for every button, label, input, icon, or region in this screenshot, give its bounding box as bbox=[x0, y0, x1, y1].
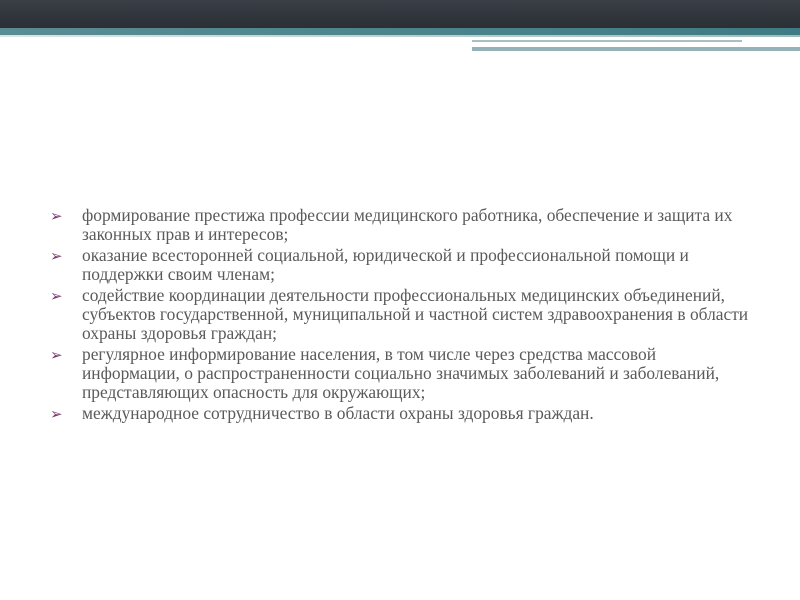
list-item-text: формирование престижа профессии медицинского работника, обеспечение и защита их законных прав и интересов; bbox=[82, 205, 733, 244]
list-item bbox=[50, 404, 750, 423]
decorative-line-lower bbox=[472, 47, 800, 51]
arrow-bullet-icon: ➢ bbox=[50, 405, 63, 423]
list-item-text: содействие координации деятельности профессиональных медицинских объединений, субъектов государственной, муниципальной и частной систем здравоохранения в области охраны здоровья граждан; bbox=[82, 285, 749, 343]
list-item bbox=[50, 286, 750, 343]
list-item-text: оказание всесторонней социальной, юридической и профессиональной помощи и поддержки своим членам; bbox=[82, 245, 689, 284]
list-item-text: регулярное информирование населения, в том числе через средства массовой информации, о распространенности социально значимых заболеваний и заболеваний, представляющих опасность для окружающих; bbox=[82, 344, 720, 402]
arrow-bullet-icon: ➢ bbox=[50, 207, 63, 225]
list-item bbox=[50, 206, 750, 244]
slide-shadow-line bbox=[0, 35, 800, 37]
bullet-list bbox=[50, 206, 750, 425]
list-item-text: международное сотрудничество в области охраны здоровья граждан. bbox=[82, 403, 594, 423]
list-item bbox=[50, 246, 750, 284]
arrow-bullet-icon: ➢ bbox=[50, 287, 63, 305]
list-item bbox=[50, 345, 750, 402]
arrow-bullet-icon: ➢ bbox=[50, 346, 63, 364]
arrow-bullet-icon: ➢ bbox=[50, 247, 63, 265]
decorative-line-upper bbox=[472, 40, 742, 42]
slide-header-band bbox=[0, 0, 800, 28]
slide-accent-strip bbox=[0, 28, 800, 35]
